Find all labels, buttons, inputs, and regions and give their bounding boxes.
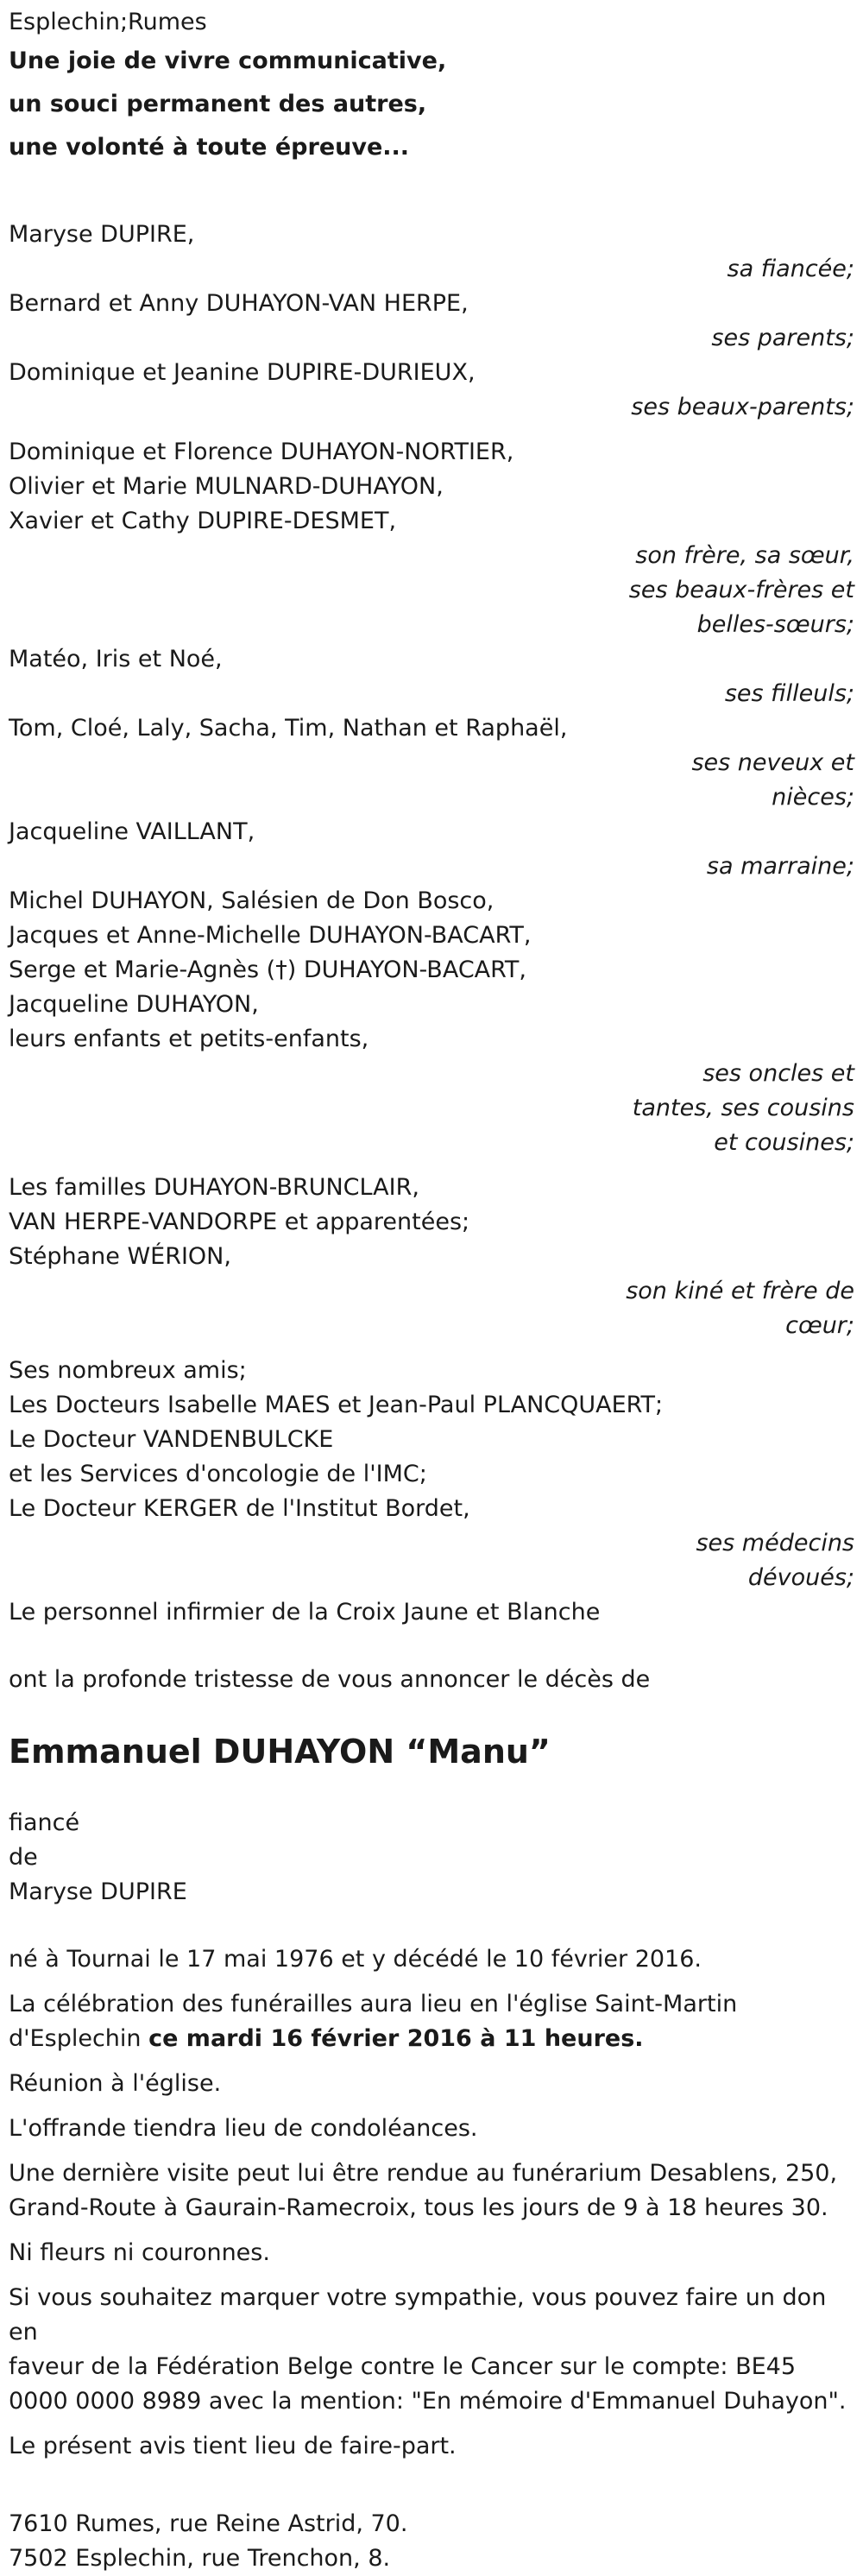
visit-info	[9, 2156, 854, 2226]
donation-line: Si vous souhaitez marquer votre sympathie, vous pouvez faire un don en	[9, 2284, 834, 2346]
address-line: 7610 Rumes, rue Reine Astrid, 70.	[9, 2510, 408, 2537]
family-relation: ses filleuls;	[724, 680, 854, 707]
family-group-in-laws	[9, 356, 854, 425]
family-name: et les Services d'oncologie de l'IMC;	[9, 1461, 427, 1487]
addresses	[9, 2507, 854, 2576]
family-relation: ses beaux-parents;	[631, 394, 854, 420]
family-group-doctors	[9, 1354, 854, 1595]
status-line: de	[9, 1844, 38, 1871]
family-name: Le personnel infirmier de la Croix Jaune et Blanche	[9, 1599, 601, 1626]
family-relation: ses beaux-frères et	[628, 577, 854, 603]
offering-info: L'offrande tiendra lieu de condoléances.	[9, 2115, 478, 2142]
family-name: Jacqueline DUHAYON,	[9, 991, 259, 1018]
family-name: Dominique et Florence DUHAYON-NORTIER,	[9, 439, 514, 465]
funeral-datetime: ce mardi 16 février 2016 à 11 heures.	[148, 2025, 644, 2052]
donation-info	[9, 2281, 854, 2419]
status-line: fiancé	[9, 1809, 80, 1836]
family-name: Bernard et Anny DUHAYON-VAN HERPE,	[9, 290, 469, 317]
funeral-info	[9, 1987, 854, 2056]
family-name: Xavier et Cathy DUPIRE-DESMET,	[9, 508, 397, 534]
family-group-uncles	[9, 884, 854, 1160]
family-name: Jacqueline VAILLANT,	[9, 818, 255, 845]
family-relation: sa fiancée;	[727, 256, 854, 282]
family-relation: son kiné et frère de	[626, 1278, 854, 1304]
family-group-parents	[9, 287, 854, 356]
family-group-godchildren	[9, 642, 854, 711]
family-group-nurses	[9, 1595, 854, 1630]
family-name: leurs enfants et petits-enfants,	[9, 1026, 369, 1052]
family-relation: belles-sœurs;	[696, 611, 854, 638]
family-relation: ses oncles et	[702, 1060, 854, 1087]
family-relation: ses parents;	[711, 325, 854, 351]
reunion-info: Réunion à l'église.	[9, 2070, 222, 2097]
family-name: Le Docteur KERGER de l'Institut Bordet,	[9, 1495, 470, 1522]
deceased-status	[9, 1806, 854, 1910]
family-name: Stéphane WÉRION,	[9, 1243, 231, 1270]
donation-line: 0000 0000 8989 avec la mention: "En mémoire d'Emmanuel Duhayon".	[9, 2388, 847, 2415]
family-name: Dominique et Jeanine DUPIRE-DURIEUX,	[9, 359, 476, 386]
family-name: Tom, Cloé, Laly, Sacha, Tim, Nathan et Raphaël,	[9, 715, 568, 742]
family-relation: ses médecins	[696, 1530, 854, 1556]
visit-line: Grand-Route à Gaurain-Ramecroix, tous les jours de 9 à 18 heures 30.	[9, 2194, 828, 2221]
family-name: Jacques et Anne-Michelle DUHAYON-BACART,	[9, 922, 532, 949]
family-relation: sa marraine;	[706, 853, 854, 880]
family-relation: nièces;	[772, 784, 854, 811]
family-relation: et cousines;	[714, 1129, 854, 1156]
status-line: Maryse DUPIRE	[9, 1878, 187, 1905]
announcement-text: ont la profonde tristesse de vous annoncer le décès de	[9, 1666, 651, 1693]
funeral-place: d'Esplechin	[9, 2025, 149, 2052]
family-relation: dévoués;	[747, 1564, 854, 1591]
family-group-fiancee	[9, 218, 854, 287]
family-name: Ses nombreux amis;	[9, 1357, 247, 1384]
family-name: Serge et Marie-Agnès (†) DUHAYON-BACART,	[9, 957, 527, 983]
family-group-families	[9, 1171, 854, 1343]
flowers-info: Ni fleurs ni couronnes.	[9, 2239, 270, 2266]
birth-death-info: né à Tournai le 17 mai 1976 et y décédé le 10 février 2016.	[9, 1946, 702, 1973]
family-group-siblings	[9, 435, 854, 642]
family-name: Maryse DUPIRE,	[9, 221, 195, 248]
slogan	[9, 40, 854, 169]
family-relation: son frère, sa sœur,	[635, 542, 854, 569]
family-name: Matéo, Iris et Noé,	[9, 646, 223, 672]
funeral-line: La célébration des funérailles aura lieu en l'église Saint-Martin	[9, 1991, 738, 2017]
family-relation: ses neveux et	[691, 749, 854, 776]
family-name: Les Docteurs Isabelle MAES et Jean-Paul PLANCQUAERT;	[9, 1392, 664, 1418]
family-relation: tantes, ses cousins	[632, 1095, 854, 1121]
notice-info: Le présent avis tient lieu de faire-part.	[9, 2433, 457, 2459]
location-header: Esplechin;Rumes	[9, 9, 207, 35]
slogan-line: Une joie de vivre communicative,	[9, 47, 447, 74]
family-name: Les familles DUHAYON-BRUNCLAIR,	[9, 1174, 419, 1201]
family-group-godmother	[9, 815, 854, 884]
family-group-nephews	[9, 711, 854, 815]
family-name: Michel DUHAYON, Salésien de Don Bosco,	[9, 887, 494, 914]
family-name: VAN HERPE-VANDORPE et apparentées;	[9, 1209, 470, 1235]
donation-line: faveur de la Fédération Belge contre le Cancer sur le compte: BE45	[9, 2353, 797, 2380]
family-name: Olivier et Marie MULNARD-DUHAYON,	[9, 473, 444, 500]
address-line: 7502 Esplechin, rue Trenchon, 8.	[9, 2545, 391, 2572]
slogan-line: un souci permanent des autres,	[9, 91, 427, 117]
family-name: Le Docteur VANDENBULCKE	[9, 1426, 334, 1453]
slogan-line: une volonté à toute épreuve...	[9, 134, 410, 161]
visit-line: Une dernière visite peut lui être rendue au funérarium Desablens, 250,	[9, 2160, 838, 2187]
deceased-name: Emmanuel DUHAYON “Manu”	[9, 1733, 551, 1771]
family-relation: cœur;	[785, 1312, 854, 1339]
funeral-line	[9, 2022, 854, 2056]
